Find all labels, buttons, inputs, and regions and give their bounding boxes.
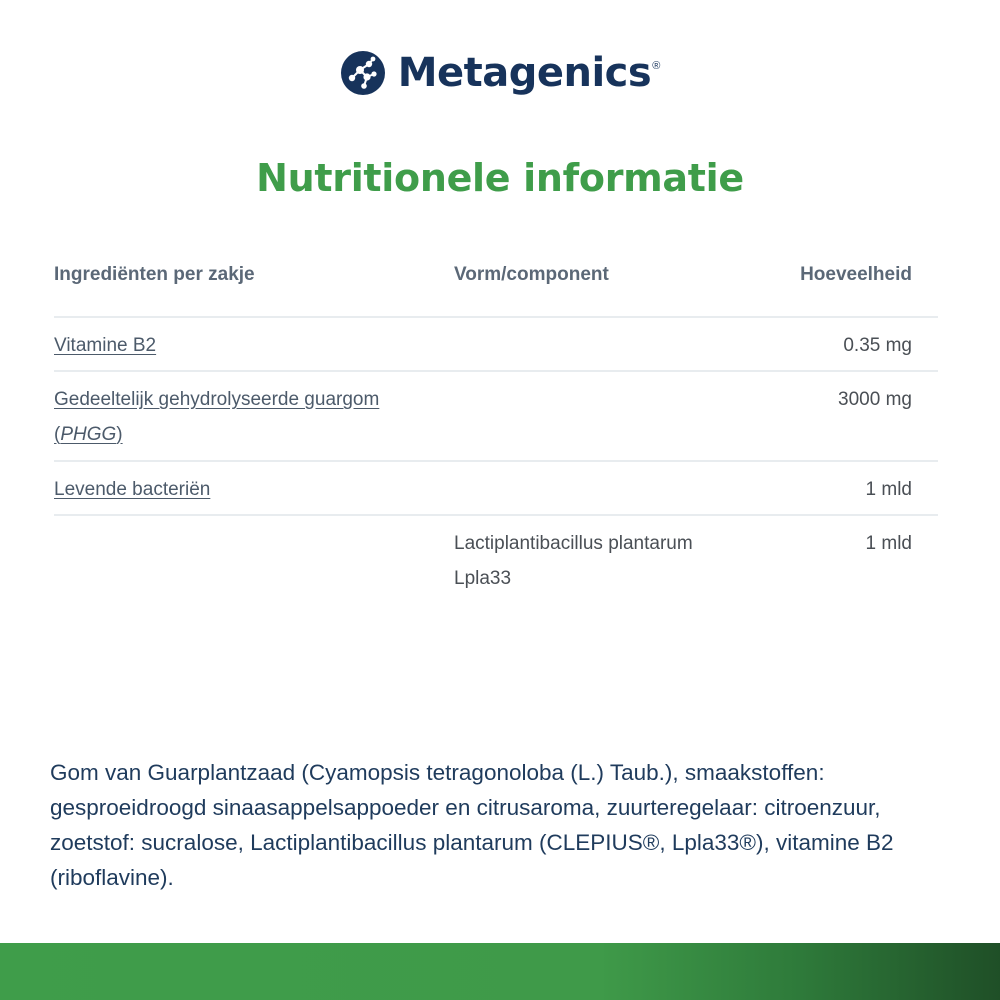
table-header-row xyxy=(54,250,938,316)
amount-value: 3000 mg xyxy=(838,389,912,410)
header-form: Vorm/component xyxy=(454,264,609,285)
table-divider xyxy=(54,460,938,462)
footer-band xyxy=(0,943,1000,1000)
brand-name: Metagenics xyxy=(397,50,652,96)
ingredient-link-levende-bacterien[interactable]: Levende bacteriën xyxy=(54,479,211,500)
table-divider xyxy=(54,316,938,318)
ingredients-description: Gom van Guarplantzaad (Cyamopsis tetragonoloba (L.) Taub.), smaakstoffen: gesproeidroogd sinaasappelsappoeder en citrusaroma, zuurteregelaar: citroenzuur, zoetstof: sucralose, Lactiplantibacillus plantarum (CLEPIUS®, Lpla33®), vitamine B2 (riboflavine). xyxy=(50,760,894,890)
brand-logo xyxy=(0,50,1000,96)
amount-value: 1 mld xyxy=(865,533,912,554)
ingredient-link-vitamine-b2[interactable]: Vitamine B2 xyxy=(54,335,157,356)
amount-value: 1 mld xyxy=(865,479,912,500)
header-amount: Hoeveelheid xyxy=(800,264,912,285)
molecule-logo-icon xyxy=(340,50,386,96)
form-component: Lactiplantibacillus plantarum Lpla33 xyxy=(454,533,693,589)
amount-value: 0.35 mg xyxy=(843,335,912,356)
ingredient-link-guargom[interactable]: Gedeeltelijk gehydrolyseerde guargom (PHGG) xyxy=(54,389,380,445)
table-divider xyxy=(54,370,938,372)
brand-registered-mark: ® xyxy=(652,60,661,72)
header-ingredients: Ingrediënten per zakje xyxy=(54,264,255,285)
page-title: Nutritionele informatie xyxy=(256,156,744,200)
table-divider xyxy=(54,514,938,516)
